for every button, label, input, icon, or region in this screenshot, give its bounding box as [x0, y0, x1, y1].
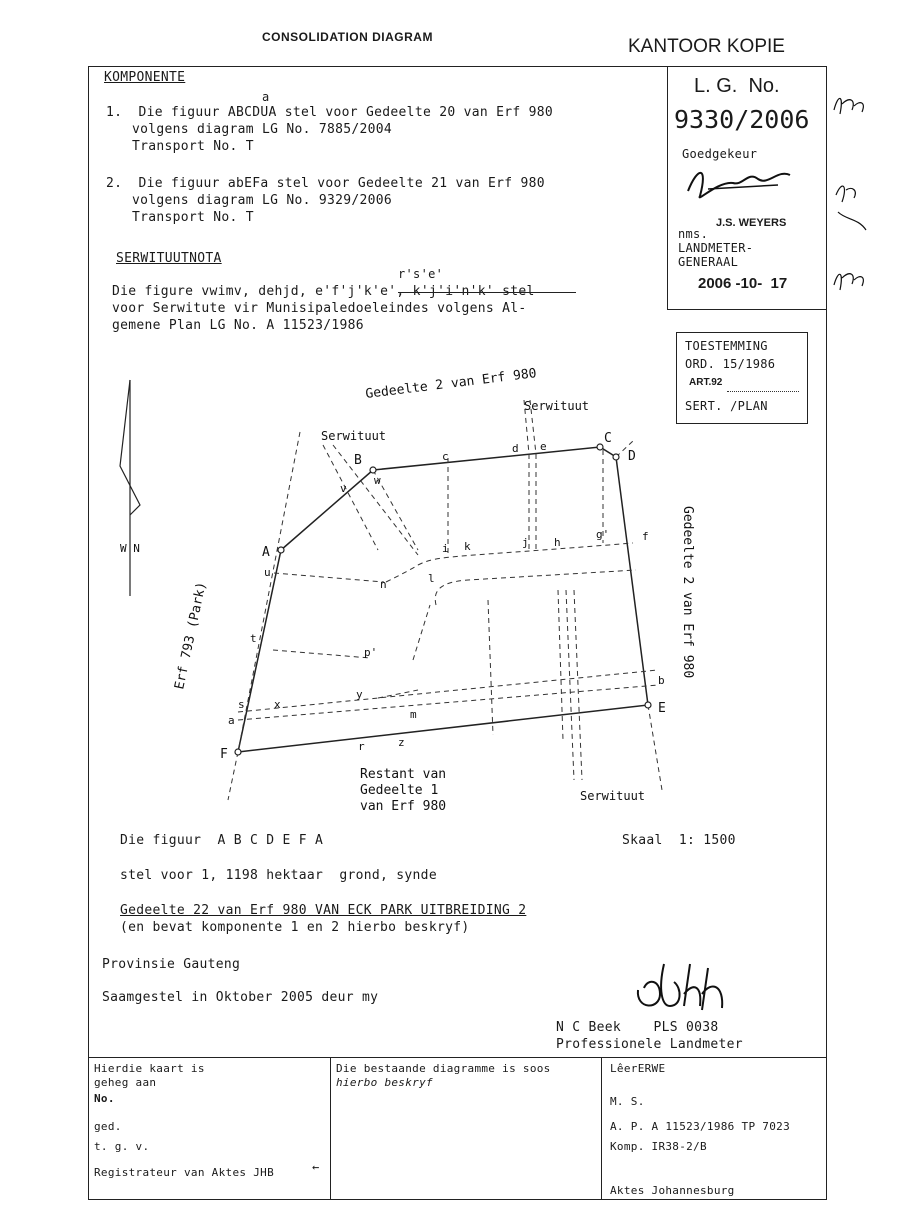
consent-line-3: ART.92	[689, 377, 723, 388]
label-bottom-2: Gedeelte 1	[360, 783, 439, 798]
north-arrow	[120, 380, 140, 596]
approved-label: Goedgekeur	[682, 147, 758, 161]
lg-number: 9330/2006	[674, 105, 810, 134]
consent-line-4: SERT. /PLAN	[685, 399, 768, 413]
label-serwituut-3: Serwituut	[580, 789, 646, 803]
consent-line-1: TOESTEMMING	[685, 339, 768, 353]
label-top-neighbour: Gedeelte 2 van Erf 980	[364, 366, 538, 402]
servitude-line-3: gemene Plan LG No. A 11523/1986	[112, 318, 364, 333]
point-A: A	[262, 545, 270, 560]
footer-rule	[88, 1057, 827, 1058]
point-j: j	[522, 536, 529, 549]
road-outline-inner	[435, 570, 636, 605]
point-n: n	[380, 578, 387, 591]
point-f: f	[642, 530, 649, 543]
point-l: l	[428, 572, 435, 585]
point-g: g'	[596, 528, 610, 541]
component-1-line-2: volgens diagram LG No. 7885/2004	[132, 122, 393, 137]
road-curve-west	[386, 565, 418, 582]
lg-number-box	[667, 66, 827, 310]
surveyor-name: N C Beek PLS 0038	[556, 1020, 719, 1035]
figure-line-3: Gedeelte 22 van Erf 980 VAN ECK PARK UITBREIDING 2	[120, 903, 527, 918]
surveyor-profession: Professionele Landmeter	[556, 1037, 743, 1052]
province-text: Provinsie Gauteng	[102, 957, 241, 972]
footer-col2-line-2: hierbo beskryf	[336, 1076, 433, 1089]
consolidation-diagram	[88, 360, 827, 820]
approval-date: 2006 -10- 17	[698, 275, 788, 292]
point-x: x	[274, 698, 281, 711]
component-2-line-3: Transport No. T	[132, 210, 254, 225]
label-right-neighbour: Gedeelte 2 van Erf 980	[680, 506, 695, 679]
servitude-line-1: Die figure vwimv, dehjd, e'f'j'k'e', k'j'i'n'k' stel	[112, 284, 535, 299]
role-line-3: GENERAAL	[678, 255, 739, 269]
label-serwituut-2: Serwituut	[524, 399, 590, 413]
footer-col1-line-3: No.	[94, 1092, 115, 1105]
role-line-1: nms.	[678, 227, 709, 241]
point-s: s	[238, 698, 245, 711]
margin-initials	[828, 90, 872, 300]
footer-col3-line-4: Komp. IR38-2/B	[610, 1140, 707, 1153]
strikethrough-mark	[398, 292, 576, 293]
footer-col3-line-5: Aktes Johannesburg	[610, 1184, 735, 1197]
point-d: d	[512, 442, 519, 455]
footer-col1-line-6: Registrateur van Aktes JHB	[94, 1166, 274, 1179]
point-a: a	[228, 714, 235, 727]
point-p: p'	[364, 646, 378, 659]
surveyor-general-signature	[678, 161, 798, 203]
point-v: v	[340, 482, 347, 495]
point-c: c	[442, 450, 449, 463]
label-north: W N	[120, 542, 140, 555]
label-bottom-1: Restant van	[360, 767, 447, 782]
figure-line-1: Die figuur A B C D E F A	[120, 833, 324, 848]
footer-divider-2	[601, 1057, 602, 1200]
point-y: y	[356, 688, 363, 701]
label-left-park: Erf 793 (Park)	[172, 580, 210, 691]
road-vertical	[413, 605, 430, 660]
component-1-line-3: Transport No. T	[132, 139, 254, 154]
footer-col1-line-5: t. g. v.	[94, 1140, 150, 1153]
component-1-line-1: 1. Die figuur ABCDUA stel voor Gedeelte 20 van Erf 980	[106, 105, 553, 120]
consent-line-2: ORD. 15/1986	[685, 357, 776, 371]
document-title: CONSOLIDATION DIAGRAM	[262, 30, 433, 44]
footer-divider-1	[330, 1057, 331, 1200]
footer-arrow: ←	[312, 1160, 320, 1174]
point-C: C	[604, 431, 612, 446]
point-b: b	[658, 674, 665, 687]
boundary-line	[238, 447, 648, 752]
point-w: w	[374, 474, 381, 487]
point-t: t	[250, 632, 257, 645]
point-e: e	[540, 440, 547, 453]
compiled-text: Saamgestel in Oktober 2005 deur my	[102, 990, 379, 1005]
office-copy-stamp: KANTOOR KOPIE	[628, 36, 785, 57]
servitude-note-heading: SERWITUUTNOTA	[116, 251, 222, 266]
point-F: F	[220, 747, 228, 762]
footer-col3-line-3: A. P. A 11523/1986 TP 7023	[610, 1120, 790, 1133]
footer-col3-line-2: M. S.	[610, 1095, 645, 1108]
scale-text: Skaal 1: 1500	[622, 833, 736, 848]
point-i: i	[442, 542, 449, 555]
lg-label: L. G. No.	[694, 75, 780, 97]
footer-col1-line-4: ged.	[94, 1120, 122, 1133]
component-2-line-2: volgens diagram LG No. 9329/2006	[132, 193, 393, 208]
footer-col3-line-1: LêerERWE	[610, 1062, 666, 1075]
components-heading: KOMPONENTE	[104, 70, 186, 85]
point-E: E	[658, 701, 666, 716]
point-m: m	[410, 708, 417, 721]
footer-col2-line-1: Die bestaande diagramme is soos	[336, 1062, 551, 1075]
point-k: k	[464, 540, 471, 553]
surveyor-signature	[630, 960, 740, 1016]
point-r: r	[358, 740, 365, 753]
component-2-line-1: 2. Die figuur abEFa stel voor Gedeelte 21 van Erf 980	[106, 176, 545, 191]
footer-col1-line-2: geheg aan	[94, 1076, 157, 1089]
label-bottom-3: van Erf 980	[360, 799, 447, 814]
component-1-insert: a	[262, 90, 270, 104]
point-D: D	[628, 449, 636, 464]
role-line-2: LANDMETER-	[678, 241, 754, 255]
servitude-line-2: voor Serwitute vir Munisipaledoeleindes volgens Al-	[112, 301, 527, 316]
footer-col1-line-1: Hierdie kaart is	[94, 1062, 205, 1075]
signatory-name: J.S. WEYERS	[716, 217, 787, 229]
figure-line-4: (en bevat komponente 1 en 2 hierbo beskryf)	[120, 920, 470, 935]
point-z: z	[398, 736, 405, 749]
figure-line-2: stel voor 1, 1198 hektaar grond, synde	[120, 868, 437, 883]
point-B: B	[354, 453, 362, 468]
label-serwituut-1: Serwituut	[321, 429, 387, 443]
servitude-superscript: r's'e'	[398, 267, 444, 281]
point-u: u	[264, 566, 271, 579]
point-h: h	[554, 536, 561, 549]
